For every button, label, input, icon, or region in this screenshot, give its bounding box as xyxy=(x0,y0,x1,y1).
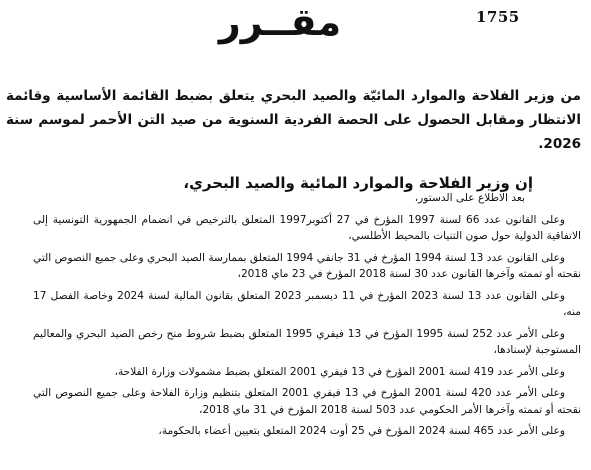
legal-basis-clauses xyxy=(33,190,581,445)
clause-law-66-1997: وعلى القانون عدد 66 لسنة 1997 المؤرخ في 27 أكتوبر1997 المتعلق بالترخيص في انضمام الجمهورية التونسية إلى الاتفاقية الدولية حول صون التنيات بالمحيط الأطلسي، xyxy=(33,213,581,242)
issuing-authority: إن وزير الفلاحة والموارد المائية والصيد البحري، xyxy=(183,174,533,192)
decision-title: مقــرر xyxy=(218,0,342,44)
page-number: 1755 xyxy=(476,8,520,26)
clause-law-13-1994: وعلى القانون عدد 13 لسنة 1994 المؤرخ في 31 جانفي 1994 المتعلق بممارسة الصيد البحري وعلى جميع النصوص التي نقحته أو تممته وآخرها القانون عدد 30 لسنة 2018 المؤرخ في 23 ماي 2018، xyxy=(33,251,581,280)
clause-decree-420-2001: وعلى الأمر عدد 420 لسنة 2001 المؤرخ في 13 فيفري 2001 المتعلق بتنظيم وزارة الفلاحة وعلى جميع النصوص التي نقحته أو تممته وآخرها الأمر الحكومي عدد 503 لسنة 2018 المؤرخ في 31 ماي 2018، xyxy=(33,387,581,416)
clause-decree-465-2024: وعلى الأمر عدد 465 لسنة 2024 المؤرخ في 25 أوت 2024 المتعلق بتعيين أعضاء بالحكومة، xyxy=(158,425,565,437)
clause-law-13-2023: وعلى القانون عدد 13 لسنة 2023 المؤرخ في 11 ديسمبر 2023 المتعلق بقانون المالية لسنة 2024 وخاصة الفصل 17 منه، xyxy=(33,289,581,318)
clause-decree-252-1995: وعلى الأمر عدد 252 لسنة 1995 المؤرخ في 13 فيفري 1995 المتعلق بضبط شروط منح رخص الصيد البحري والمعاليم المستوجبة لإسنادها، xyxy=(33,327,581,356)
clause-constitution: بعد الاطلاع على الدستور، xyxy=(414,192,525,204)
clause-decree-419-2001: وعلى الأمر عدد 419 لسنة 2001 المؤرخ في 13 فيفري 2001 المتعلق بضبط مشمولات وزارة الفلاحة، xyxy=(114,365,565,378)
decision-subject: من وزير الفلاحة والموارد المائيّة والصيد البحري يتعلق بضبط القائمة الأساسية وقائمة الانتظار ومقابل الحصول على الحصة الفردية السنوية من صيد التن الأحمر لموسم سنة 2026. xyxy=(6,87,581,152)
